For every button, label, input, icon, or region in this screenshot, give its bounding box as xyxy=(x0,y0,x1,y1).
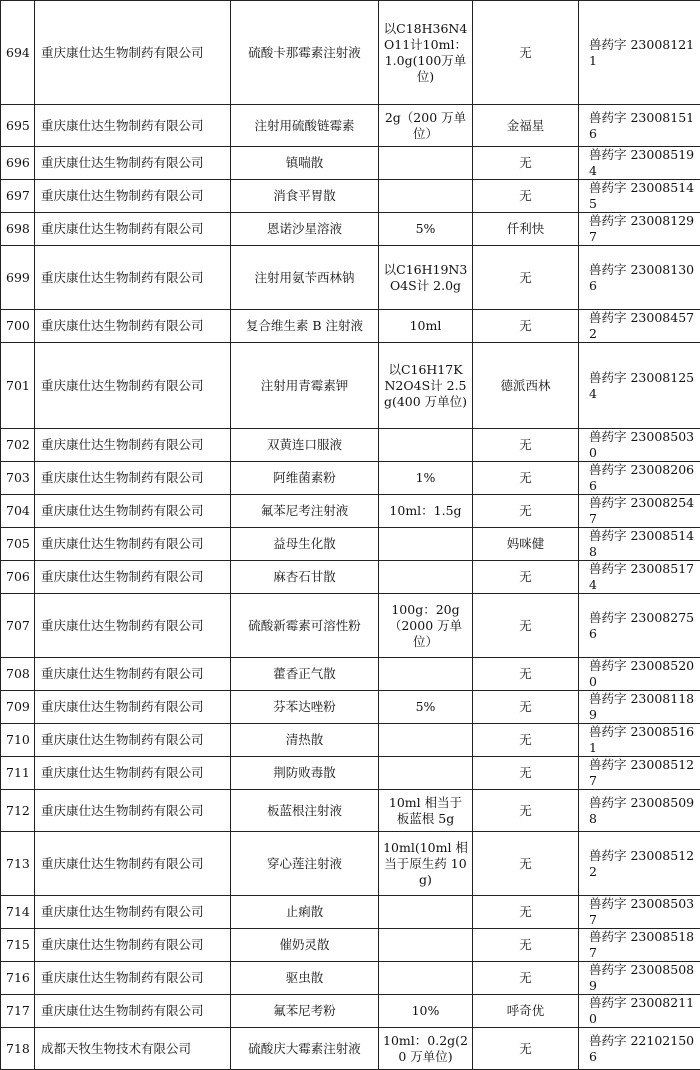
product-name: 芬苯达唑粉 xyxy=(231,691,379,724)
table-row xyxy=(1,147,700,180)
row-number: 710 xyxy=(1,724,35,757)
specification: 5% xyxy=(379,213,473,246)
table-row xyxy=(1,495,700,528)
row-number: 712 xyxy=(1,790,35,832)
registration-number: 兽药字 230085122 xyxy=(579,832,700,896)
product-name: 双黄连口服液 xyxy=(231,429,379,462)
row-number: 708 xyxy=(1,658,35,691)
brand-name: 无 xyxy=(473,147,579,180)
product-name: 注射用氨苄西林钠 xyxy=(231,246,379,310)
specification: 100g：20g（2000 万单位） xyxy=(379,594,473,658)
table-row xyxy=(1,343,700,429)
row-number: 704 xyxy=(1,495,35,528)
company-name: 重庆康仕达生物制药有限公司 xyxy=(35,929,231,962)
company-name: 重庆康仕达生物制药有限公司 xyxy=(35,658,231,691)
specification: 10ml xyxy=(379,310,473,343)
brand-name: 无 xyxy=(473,429,579,462)
product-name: 氟苯尼考粉 xyxy=(231,995,379,1028)
product-name: 注射用青霉素钾 xyxy=(231,343,379,429)
company-name: 重庆康仕达生物制药有限公司 xyxy=(35,1,231,105)
row-number: 715 xyxy=(1,929,35,962)
company-name: 重庆康仕达生物制药有限公司 xyxy=(35,495,231,528)
specification: 10ml 相当于板蓝根 5g xyxy=(379,790,473,832)
brand-name: 无 xyxy=(473,462,579,495)
registration-number: 兽药字 230085037 xyxy=(579,896,700,929)
brand-name: 无 xyxy=(473,658,579,691)
specification xyxy=(379,896,473,929)
registration-number: 兽药字 230081297 xyxy=(579,213,700,246)
product-name: 恩诺沙星溶液 xyxy=(231,213,379,246)
company-name: 重庆康仕达生物制药有限公司 xyxy=(35,962,231,995)
product-name: 硫酸新霉素可溶性粉 xyxy=(231,594,379,658)
table-row xyxy=(1,561,700,594)
specification: 以C18H36N4O11计10ml：1.0g(100万单位) xyxy=(379,1,473,105)
product-name: 清热散 xyxy=(231,724,379,757)
specification xyxy=(379,180,473,213)
row-number: 714 xyxy=(1,896,35,929)
brand-name: 无 xyxy=(473,246,579,310)
product-name: 驱虫散 xyxy=(231,962,379,995)
company-name: 重庆康仕达生物制药有限公司 xyxy=(35,180,231,213)
row-number: 701 xyxy=(1,343,35,429)
specification: 以C16H19N3O4S计 2.0g xyxy=(379,246,473,310)
row-number: 696 xyxy=(1,147,35,180)
specification: 2g（200 万单位） xyxy=(379,105,473,147)
company-name: 重庆康仕达生物制药有限公司 xyxy=(35,757,231,790)
registration-number: 兽药字 230085187 xyxy=(579,929,700,962)
specification xyxy=(379,929,473,962)
company-name: 成都天牧生物技术有限公司 xyxy=(35,1028,231,1070)
company-name: 重庆康仕达生物制药有限公司 xyxy=(35,343,231,429)
brand-name: 无 xyxy=(473,962,579,995)
specification xyxy=(379,724,473,757)
product-name: 阿维菌素粉 xyxy=(231,462,379,495)
row-number: 716 xyxy=(1,962,35,995)
brand-name: 无 xyxy=(473,310,579,343)
product-name: 催奶灵散 xyxy=(231,929,379,962)
company-name: 重庆康仕达生物制药有限公司 xyxy=(35,832,231,896)
table-row xyxy=(1,995,700,1028)
specification: 10ml：1.5g xyxy=(379,495,473,528)
brand-name: 德派西林 xyxy=(473,343,579,429)
specification xyxy=(379,528,473,561)
brand-name: 无 xyxy=(473,495,579,528)
brand-name: 无 xyxy=(473,691,579,724)
registration-number: 兽药字 230085194 xyxy=(579,147,700,180)
company-name: 重庆康仕达生物制药有限公司 xyxy=(35,105,231,147)
product-name: 止痢散 xyxy=(231,896,379,929)
company-name: 重庆康仕达生物制药有限公司 xyxy=(35,896,231,929)
registration-number: 兽药字 230085174 xyxy=(579,561,700,594)
registration-number: 兽药字 230081211 xyxy=(579,1,700,105)
registration-number: 兽药字 230085161 xyxy=(579,724,700,757)
product-name: 复合维生素 B 注射液 xyxy=(231,310,379,343)
brand-name: 仟利快 xyxy=(473,213,579,246)
company-name: 重庆康仕达生物制药有限公司 xyxy=(35,429,231,462)
product-name: 消食平胃散 xyxy=(231,180,379,213)
company-name: 重庆康仕达生物制药有限公司 xyxy=(35,147,231,180)
table-row xyxy=(1,1028,700,1070)
company-name: 重庆康仕达生物制药有限公司 xyxy=(35,528,231,561)
product-name: 注射用硫酸链霉素 xyxy=(231,105,379,147)
registration-number: 兽药字 230085200 xyxy=(579,658,700,691)
row-number: 707 xyxy=(1,594,35,658)
registration-number: 兽药字 230081516 xyxy=(579,105,700,147)
brand-name: 无 xyxy=(473,757,579,790)
row-number: 695 xyxy=(1,105,35,147)
specification xyxy=(379,147,473,180)
registration-number: 兽药字 230085145 xyxy=(579,180,700,213)
registration-number: 兽药字 230082066 xyxy=(579,462,700,495)
company-name: 重庆康仕达生物制药有限公司 xyxy=(35,995,231,1028)
specification xyxy=(379,429,473,462)
registration-number: 兽药字 230081306 xyxy=(579,246,700,310)
registration-number: 兽药字 230082547 xyxy=(579,495,700,528)
row-number: 703 xyxy=(1,462,35,495)
registration-number: 兽药字 230085148 xyxy=(579,528,700,561)
brand-name: 呼奇优 xyxy=(473,995,579,1028)
row-number: 700 xyxy=(1,310,35,343)
specification xyxy=(379,561,473,594)
row-number: 711 xyxy=(1,757,35,790)
registration-number: 兽药字 230085030 xyxy=(579,429,700,462)
brand-name: 无 xyxy=(473,832,579,896)
table-row xyxy=(1,180,700,213)
specification: 以C16H17KN2O4S计 2.5g(400 万单位) xyxy=(379,343,473,429)
specification: 1% xyxy=(379,462,473,495)
brand-name: 无 xyxy=(473,1,579,105)
table-row xyxy=(1,105,700,147)
table-row xyxy=(1,462,700,495)
company-name: 重庆康仕达生物制药有限公司 xyxy=(35,790,231,832)
registration-number: 兽药字 230084572 xyxy=(579,310,700,343)
row-number: 706 xyxy=(1,561,35,594)
row-number: 717 xyxy=(1,995,35,1028)
table-row xyxy=(1,594,700,658)
company-name: 重庆康仕达生物制药有限公司 xyxy=(35,310,231,343)
company-name: 重庆康仕达生物制药有限公司 xyxy=(35,594,231,658)
row-number: 709 xyxy=(1,691,35,724)
specification: 10ml(10ml 相当于原生药 10g) xyxy=(379,832,473,896)
table-row xyxy=(1,246,700,310)
specification xyxy=(379,962,473,995)
company-name: 重庆康仕达生物制药有限公司 xyxy=(35,691,231,724)
table-body xyxy=(1,1,700,1070)
row-number: 702 xyxy=(1,429,35,462)
brand-name: 无 xyxy=(473,724,579,757)
brand-name: 金福星 xyxy=(473,105,579,147)
registration-number: 兽药字 230081189 xyxy=(579,691,700,724)
table-row xyxy=(1,962,700,995)
specification: 5% xyxy=(379,691,473,724)
registration-number: 兽药字 230081254 xyxy=(579,343,700,429)
company-name: 重庆康仕达生物制药有限公司 xyxy=(35,561,231,594)
table-row xyxy=(1,528,700,561)
registration-number: 兽药字 230085089 xyxy=(579,962,700,995)
registration-number: 兽药字 221021506 xyxy=(579,1028,700,1070)
row-number: 697 xyxy=(1,180,35,213)
table-row xyxy=(1,790,700,832)
row-number: 718 xyxy=(1,1028,35,1070)
row-number: 699 xyxy=(1,246,35,310)
row-number: 698 xyxy=(1,213,35,246)
table-row xyxy=(1,832,700,896)
product-name: 益母生化散 xyxy=(231,528,379,561)
brand-name: 无 xyxy=(473,561,579,594)
brand-name: 妈咪健 xyxy=(473,528,579,561)
registration-number: 兽药字 230085098 xyxy=(579,790,700,832)
row-number: 694 xyxy=(1,1,35,105)
company-name: 重庆康仕达生物制药有限公司 xyxy=(35,462,231,495)
table-row xyxy=(1,429,700,462)
table-row xyxy=(1,1,700,105)
brand-name: 无 xyxy=(473,929,579,962)
row-number: 705 xyxy=(1,528,35,561)
product-name: 镇喘散 xyxy=(231,147,379,180)
table-row xyxy=(1,213,700,246)
company-name: 重庆康仕达生物制药有限公司 xyxy=(35,246,231,310)
company-name: 重庆康仕达生物制药有限公司 xyxy=(35,724,231,757)
registration-number: 兽药字 230085127 xyxy=(579,757,700,790)
row-number: 713 xyxy=(1,832,35,896)
brand-name: 无 xyxy=(473,790,579,832)
product-name: 麻杏石甘散 xyxy=(231,561,379,594)
specification: 10ml：0.2g(20 万单位) xyxy=(379,1028,473,1070)
table-row xyxy=(1,310,700,343)
brand-name: 无 xyxy=(473,896,579,929)
brand-name: 无 xyxy=(473,1028,579,1070)
product-name: 氟苯尼考注射液 xyxy=(231,495,379,528)
product-name: 藿香正气散 xyxy=(231,658,379,691)
table-row xyxy=(1,757,700,790)
specification: 10% xyxy=(379,995,473,1028)
product-name: 硫酸庆大霉素注射液 xyxy=(231,1028,379,1070)
product-name: 荆防败毒散 xyxy=(231,757,379,790)
registration-number: 兽药字 230082756 xyxy=(579,594,700,658)
table-row xyxy=(1,724,700,757)
table-row xyxy=(1,896,700,929)
brand-name: 无 xyxy=(473,180,579,213)
product-name: 板蓝根注射液 xyxy=(231,790,379,832)
table-row xyxy=(1,691,700,724)
specification xyxy=(379,757,473,790)
table-row xyxy=(1,929,700,962)
product-name: 穿心莲注射液 xyxy=(231,832,379,896)
registration-number: 兽药字 230082110 xyxy=(579,995,700,1028)
table-row xyxy=(1,658,700,691)
specification xyxy=(379,658,473,691)
product-name: 硫酸卡那霉素注射液 xyxy=(231,1,379,105)
brand-name: 无 xyxy=(473,594,579,658)
company-name: 重庆康仕达生物制药有限公司 xyxy=(35,213,231,246)
